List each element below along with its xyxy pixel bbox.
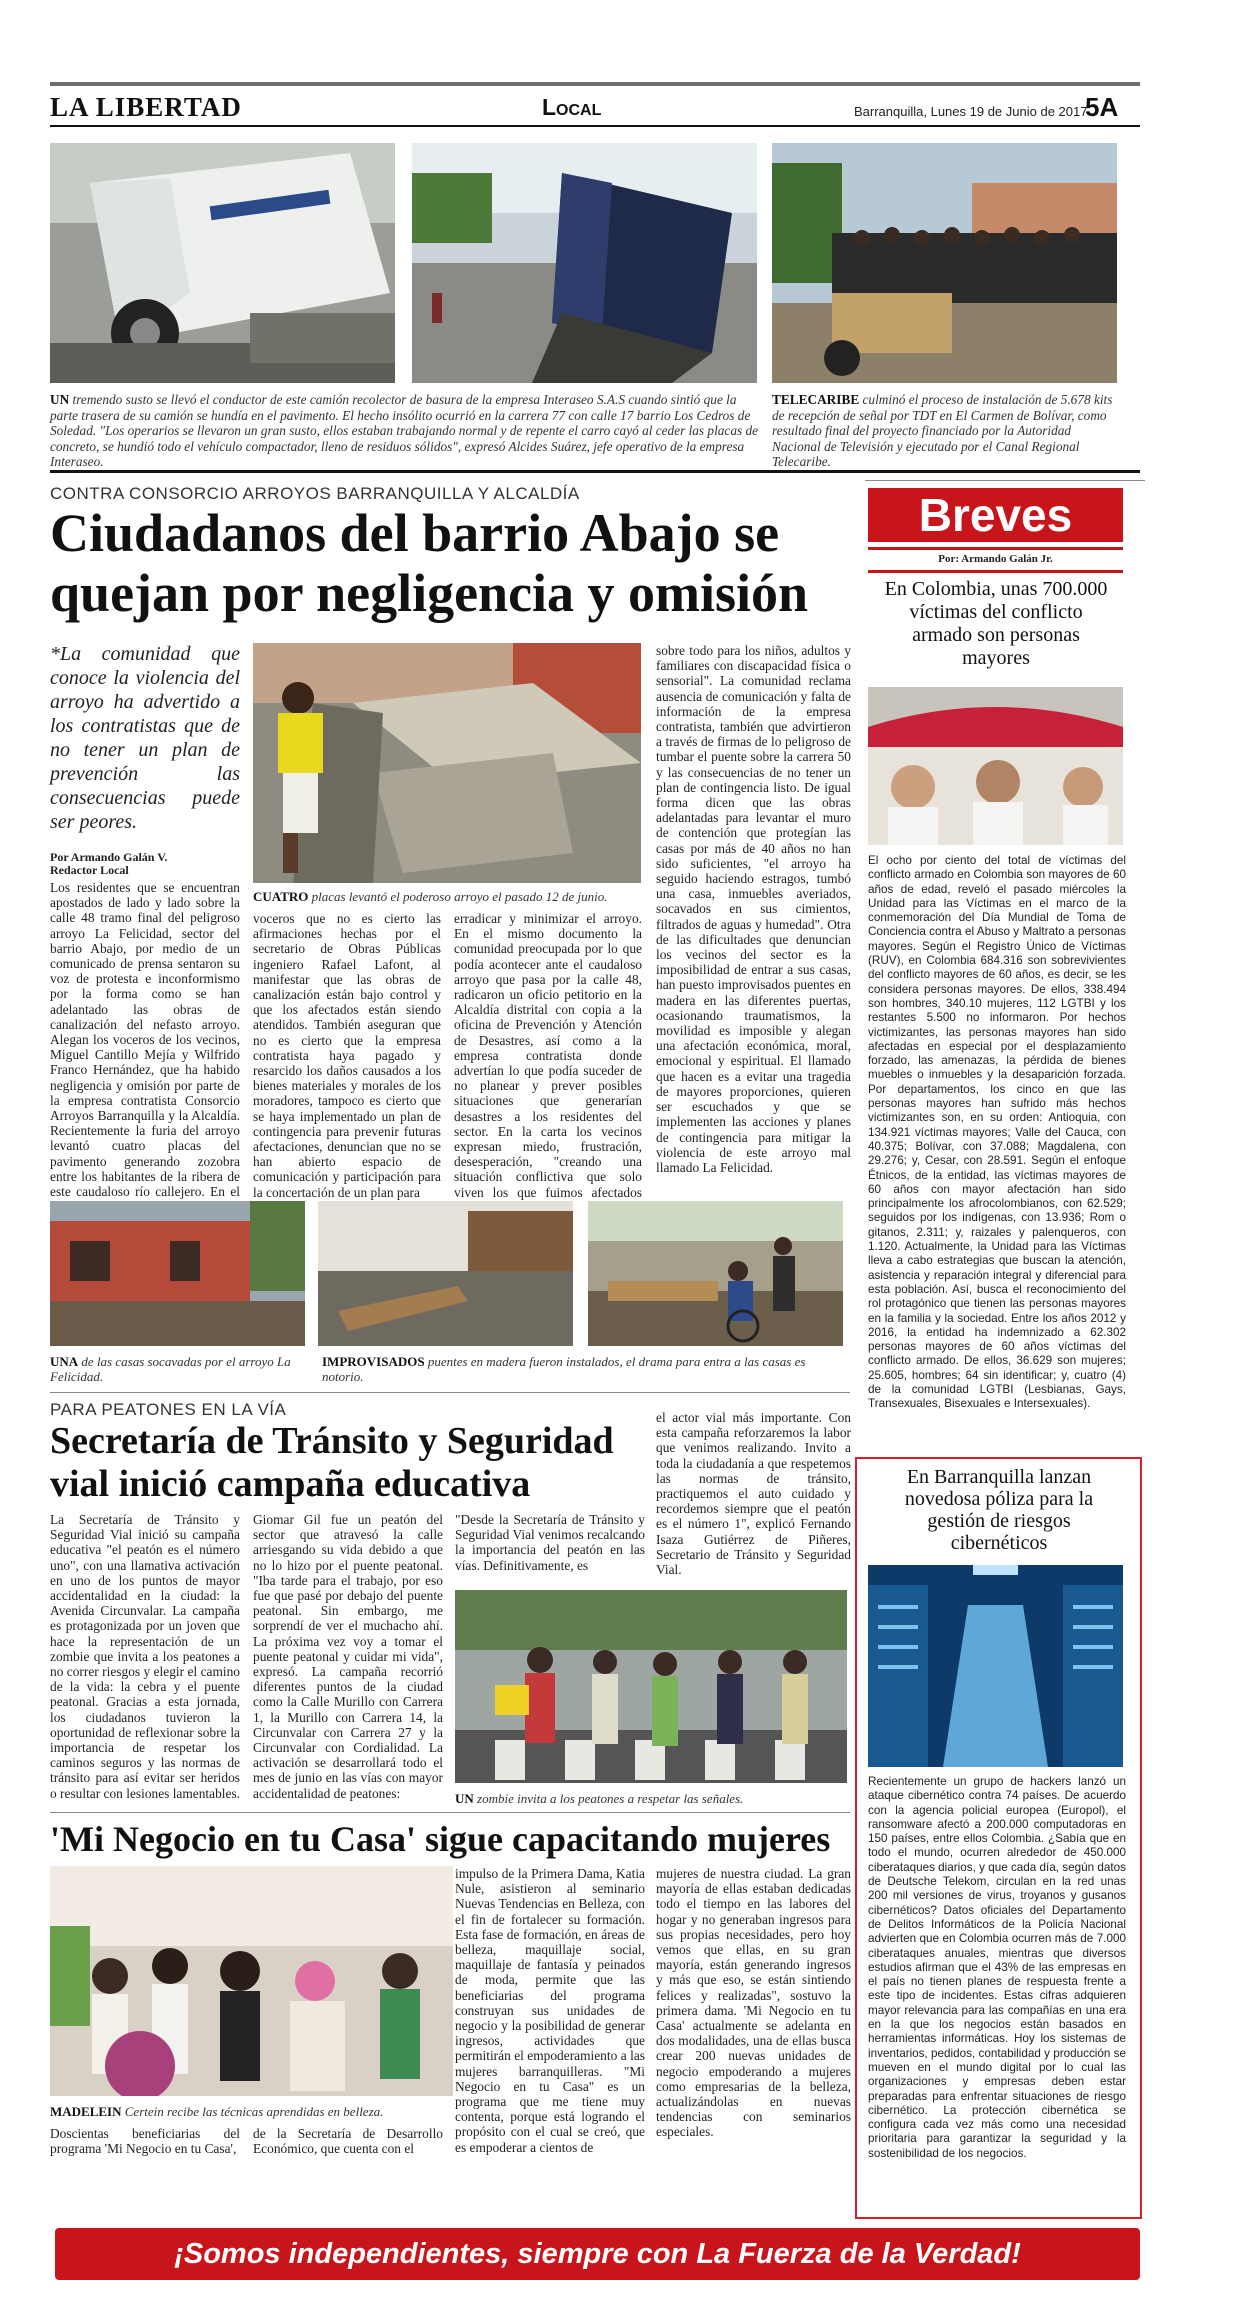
article2-photo-caption — [455, 1791, 847, 1806]
paper-name: LA LIBERTAD — [50, 92, 242, 122]
article2-headline: Secretaría de Tránsito y Seguridad vial inició campaña educativa — [50, 1420, 614, 1505]
article1-byline-role: Redactor Local — [50, 863, 129, 877]
top-caption-2 — [772, 392, 1117, 470]
article1-headline: Ciudadanos del barrio Abajo se quejan por negligencia y omisión — [50, 503, 809, 623]
article1-bottom-caption-2-lead: IMPROVISADOS — [322, 1354, 425, 1369]
top-caption-2-lead: TELECARIBE — [772, 392, 860, 407]
article3-photo-caption-lead: MADELEIN — [50, 2104, 122, 2119]
breves-title: Breves — [918, 489, 1073, 541]
article1-photo-caption-text: placas levantó el poderoso arroyo el pasado 12 de junio. — [308, 889, 608, 904]
article1-pullquote: *La comunidad que conoce la violencia del arroyo ha advertido a los contratistas que de no tener un plan de prevención las consecuencias puede ser peores. — [50, 643, 240, 833]
article3-col1: Doscientas beneficiarias del programa 'Mi Negocio en tu Casa', — [50, 2126, 240, 2157]
top-photos-bottom-rule — [50, 470, 1140, 473]
photo-zombie-campaign — [455, 1590, 847, 1783]
article1-byline: Por Armando Galán V. — [50, 850, 168, 864]
article1-photo-caption — [253, 889, 641, 904]
article1-col1: Los residentes que se encuentran apostados de lado y lado sobre la calle 48 tramo final del peligroso arroyo La Felicidad, sector del barrio Abajo, por medio de un comunicado de prensa sentaron su voz de protesta e inconformismo por la forma como se han adelantado las obras de canalización del nefasto arroyo. Alegan los voceros de los vecinos, Miguel Cantillo Mejía y Wilfrido Franco Hernández, que ha habido negligencia y omisión por parte de la empresa contratista Consorcio Arroyos Barranquilla y la Alcaldía. Recientemente la furia del arroyo levantó cuatro placas del pavimento generando zozobra entre los habitantes de la ribera de este caudaloso río callejero. En el — [50, 880, 240, 1200]
top-rule-thick — [50, 82, 1140, 86]
article2-kicker: PARA PEATONES EN LA VÍA — [50, 1400, 287, 1419]
masthead-rule — [50, 125, 1140, 127]
article1-col3: erradicar y minimizar el arroyo. En el mismo documento la comunidad preocupada por lo que podía acontecer ante el caudaloso arroyo que pasa por la calle 48, radicaron un oficio petitorio en la Alcaldía distrital con copia a la oficina de Prevención y Atención de Desastres, así como a la empresa contratista donde advertían lo que podía suceder de no planear y prever posibles situaciones que generarían desastres a los residentes del sector. En la carta los vecinos expresan miedo, frustración, desesperación, "creando una situación conflictiva que solo viven los que fuimos afectados — [454, 911, 642, 1200]
footer-banner — [55, 2228, 1140, 2280]
section-name: Local — [542, 94, 602, 120]
breves-item1-headline: En Colombia, unas 700.000 víctimas del conflicto armado son personas mayores — [884, 578, 1108, 669]
top-caption-2-text: culminó el proceso de instalación de 5.678 kits de recepción de señal por TDT en El Carmen de Bolívar, como resultado final del proyecto financiado por la Autoridad Nacional de Televisión y ejecutado por el Canal Regional Telecaribe. — [772, 392, 1113, 470]
article1-kicker: CONTRA CONSORCIO ARROYOS BARRANQUILLA Y ALCALDÍA — [50, 484, 580, 503]
wheelchair-image — [588, 1201, 843, 1346]
article1-bottom-caption-1-text: de las casas socavadas por el arroyo La Felicidad. — [50, 1354, 291, 1384]
elderly-protest-image — [868, 687, 1123, 845]
breves-byline: Por: Armando Galán Jr. — [938, 553, 1053, 565]
article2-bottom-rule — [50, 1812, 850, 1813]
photo-sunken-truck — [412, 143, 757, 383]
footer-banner-text: ¡Somos independientes, siempre con La Fuerza de la Verdad! — [174, 2238, 1021, 2270]
article1-bottom-caption-1 — [50, 1354, 310, 1384]
top-caption-1 — [50, 392, 760, 470]
article3-headline: 'Mi Negocio en tu Casa' sigue capacitando mujeres — [50, 1819, 831, 1859]
photo-mi-negocio — [50, 1866, 453, 2096]
photo-victimas-mayores — [868, 687, 1123, 845]
article2-photo-caption-lead: UN — [455, 1791, 474, 1806]
breves-top-rule — [865, 480, 1145, 481]
breves-title-rule — [868, 547, 1123, 550]
article1-col4: sobre todo para los niños, adultos y familiares con discapacidad física o sensorial". La comunidad reclama ausencia de comunicación y falta de información de la empresa contratista, también que advirtieron a través de firmas de lo peligroso de tumbar el puente sobre la carrera 50 y las consecuencias de no tener un plan de contingencia listo. De igual forma dicen que las obras adelantadas para levantar el muro de contención que protegían las casas por más de 40 años no han sido suficientes, "el arroyo ha seguido haciendo estragos, tumbó una casa, inmuebles averiados, socavados en sus cimientos, filtrados de aguas y humedad". Otra de las dificultades que denuncian los vecinos del sector es la imposibilidad de entrar a sus casas, han puesto improvisados puentes en madera en las diferentes puertas, ocasionando traumatismos, la movilidad es imposible y alegan una afectación económica, moral, emocional y espiritual. El llamado que hacen es a evitar una tragedia de mayores proporciones, quieren ser escuchados y que se implementen las acciones y planes de contingencia para mitigar la violencia de este arroyo mal llamado La Felicidad. — [656, 643, 851, 1175]
group-image — [772, 143, 1117, 383]
house-image — [50, 1201, 305, 1346]
top-caption-1-text: tremendo susto se llevó el conductor de este camión recolector de basura de la empresa Interaseo S.A.S cuando sintió que la parte trasera de su camión se hundía en el pavimento. El hecho insólito ocurrió en la carrera 77 con calle 17 barrio Los Cedros de Soledad. "Los operarios se llevaron un gran susto, ellos estaban trabajando normal y de repente el carro cayó al ceder las placas de concreto, se hundió todo el vehículo compactador, lleno de residuos sólidos", expresó Alcides Suárez, jefe operativo de la empresa Interaseo. — [50, 392, 759, 470]
breves-title-box — [868, 488, 1123, 542]
photo-wheelchair — [588, 1201, 843, 1346]
sunken-truck-image — [412, 143, 757, 383]
article1-bottom-caption-1-lead: UNA — [50, 1354, 79, 1369]
article1-bottom-caption-2-text: puentes en madera fueron instalados, el drama para entra a las casas es notorio. — [322, 1354, 806, 1384]
zombie-crosswalk-image — [455, 1590, 847, 1783]
article1-bottom-caption-2 — [322, 1354, 842, 1384]
photo-cuatro-placas — [253, 643, 641, 883]
article2-col2: Giomar Gil fue un peatón del sector que atravesó la calle arriesgando su vida debido a que no lo hizo por el puente peatonal. "Iba tarde para el trabajo, por eso fue que pasé por debajo del puente peatonal. Sin embargo, me sorprendí de ver el muchacho ahí. La próxima vez voy a tomar el puente peatonal y cuidar mi vida", expresó. La campaña recorrió diferentes puntos de la ciudad como la Calle Murillo con Carrera 1, la Murillo con Carrera 14, la Circunvalar con Carrera 27 y la Circunvalar con Cordialidad. La activación se desarrollará todo el mes de junio en las vías con mayor accidentalidad de peatones: — [253, 1512, 443, 1801]
article1-photo-caption-lead: CUATRO — [253, 889, 309, 904]
photo-puente-madera — [318, 1201, 573, 1346]
photo-socavada — [50, 1201, 305, 1346]
article1-col2: voceros que no es cierto las afirmaciones hechas por el secretario de Obras Públicas ingeniero Rafael Lafont, al manifestar que las obras de canalización están bajo control y que los afectados están siendo atendidos. También aseguran que no es cierto que la empresa contratista haya pagado y resarcido los daños causados a los bienes materiales y morales de los moradores, tampoco es cierto que se haya implementado un plan de contingencia para prevenir futuras afectaciones, denuncian que no se han abierto espacio de comunicación y participación para la concertación de un plan para — [253, 911, 441, 1200]
breves-byline-rule — [868, 570, 1123, 573]
beauty-training-image — [50, 1866, 453, 2096]
article3-photo-caption — [50, 2104, 450, 2119]
top-caption-1-lead: UN — [50, 392, 70, 407]
article1-bottom-rule — [50, 1392, 850, 1393]
photo-garbage-truck — [50, 143, 395, 383]
article3-photo-caption-text: Certein recibe las técnicas aprendidas en belleza. — [121, 2104, 384, 2119]
server-room-image — [868, 1565, 1123, 1767]
article3-col3: impulso de la Primera Dama, Katia Nule, asistieron al seminario Nuevas Tendencias en Belleza, con el fin de fortalecer su formación. Esta fase de formación, en áreas de belleza, maquillaje social, maquillaje de fantasía y peinados de moda, permite que las beneficiarias del programa construyan sus unidades de negocio y la posibilidad de generar ingresos, actividades que permitirán el empoderamiento a las mujeres barranquilleras. "Mi Negocio en tu Casa" es un programa que me tiene muy contenta, porque está logrando el propósito con el cual se creó, que es empoderar a cientos de — [455, 1866, 645, 2155]
wooden-bridge-image — [318, 1201, 573, 1346]
article2-photo-caption-text: zombie invita a los peatones a respetar las señales. — [473, 1791, 744, 1806]
broken-slabs-image — [253, 643, 641, 883]
truck-image — [50, 143, 395, 383]
breves-item1-body: El ocho por ciento del total de víctimas del conflicto armado en Colombia son mayores de 60 años de edad, reveló el pasado miércoles la Unidad para las Víctimas en el marco de la conmemoración del Día Mundial de Toma de Conciencia contra el Abuso y Maltrato a personas mayores. Según el Registro Único de Víctimas (RUV), en Colombia 684.316 son sobrevivientes del conflicto mayores de 60 años, es decir, se les considera personas mayores. De ellos, 338.494 son hombres, 340.10 mujeres, 112 LGTBI y los restantes 5.500 no informaron. Por hechos victimizantes, las personas mayores han sido afectadas en especial por el desplazamiento forzado, las amenazas, la pérdida de bienes muebles o inmuebles y la desaparición forzada. Por departamentos, los cinco en que las personas mayores han sufrido más hechos victimizantes son, en su orden: Antioquia, con 134.921 víctimas mayores; Valle del Cauca, con 40.375; Bolívar, con 37.088; Magdalena, con 29.276; y, Cesar, con 28.591. Según el enfoque Étnicos, de la entidad, las víctimas mayores de 60 años con mayor afectación han sido principalmente los afrocolombianos, con 62.529; seguidos por los indígenas, con 13.936; Rom o gitanos, 2.311; y, raizales y palenqueros, con 1.120. Actualmente, la Unidad para las Víctimas lleva a cabo estrategias que buscan la atención, asistencia y reparación integral y diferencial para esta población. Así, busca el reconocimiento del rol protagónico que tienen las personas mayores en la familia y la sociedad. Entre los años 2012 y 2016, la entidad ha indemnizado a 62.302 personas mayores de 60 años víctimas del conflicto armado. De ellos, 36.629 son mujeres; 25.605, hombres; 64 sin identificar; y, cuatro (4) de la comunidad LGTBI (Lesbianas, Gays, Transexuales, Bisexuales e Intersexuales). — [868, 854, 1126, 1411]
article2-col4: el actor vial más importante. Con esta campaña reforzaremos la labor que venimos realizando. Invito a toda la ciudadanía a que respetemos las normas de tránsito, practiquemos el auto cuidado y recordemos siempre que el peatón es el número 1", explicó Fernando Isaza Gutiérrez de Piñeres, Secretario de Tránsito y Seguridad Vial. — [656, 1410, 851, 1578]
photo-telecaribe-group — [772, 143, 1117, 383]
breves-item2-body: Recientemente un grupo de hackers lanzó un ataque cibernético contra 74 países. De acuerdo con la agencia policial europea (Europol), el ransomware afectó a 200.000 computadoras en 150 países, entre ellos Colombia. ¿Sabía que en todo el mundo, ocurren alrededor de 450.000 ciberataques diarios, y que cada día, según datos de Deutsche Telekom, circulan en la red unas 200 mil versiones de virus, troyanos y gusanos cibernéticos? Datos oficiales del Departamento de Delitos Informáticos de la Policía Nacional advierten que en Colombia ocurren más de 7.000 ciberataques anuales, mientras que diversos estudios afirman que el 43% de las empresas en el país no tienen planes de respuesta frente a este tipo de incidentes. Estas cifras adquieren mayor relevancia para las compañías en una era en la que los negocios están basados en herramientas informáticas. Hoy los sistemas de inventarios, pedidos, contabilidad y producción se mueven en el mundo digital por lo cual las organizaciones y empresas deben estar preparadas para enfrentar situaciones de riesgo cibernético. La protección cibernética se configura cada vez más como una necesidad prioritaria para garantizar la seguridad y la sostenibilidad de los negocios. — [868, 1775, 1126, 2160]
breves-item2-headline: En Barranquilla lanzan novedosa póliza para la gestión de riesgos cibernéticos — [904, 1466, 1094, 1554]
article3-col4: mujeres de nuestra ciudad. La gran mayoría de ellas estaban dedicadas todo el tiempo en las labores del hogar y no generaban ingresos para sus propias necesidades, pero hoy vemos que ellas, en su gran mayoría, están generando ingresos y más que eso, se están sintiendo felices y realizadas", sostuvo la primera dama. 'Mi Negocio en tu Casa' actualmente se adelanta en dos modalidades, una de ellas busca crear 200 nuevas unidades de negocio empoderando a mujeres como empresarias de la belleza, actualizándolas en nuevas tendencias con seminarios especiales. — [656, 1866, 851, 2140]
dateline: Barranquilla, Lunes 19 de Junio de 2017 — [854, 104, 1088, 119]
article2-col1: La Secretaría de Tránsito y Seguridad Vial inició su campaña educativa "el peatón es el número uno", con una llamativa activación en uno de los puntos de mayor accidentalidad en la ciudad: la Avenida Circunvalar. La campaña es protagonizada por un joven que hace la representación de un zombie que invita a los peatones a no correr riesgos y elegir el camino de la vida: la cebra y el puente peatonal. Gracias a esta jornada, los ciudadanos tuvieron la oportunidad de reflexionar sobre la importancia de respetar los caminos seguros y las normas de tránsito para así evitar ser heridos o resultar con lesiones lamentables. — [50, 1512, 241, 1801]
page-number: 5A — [1085, 92, 1119, 122]
article2-col3: "Desde la Secretaría de Tránsito y Seguridad Vial venimos recalcando la importancia del peatón en las vías. Definitivamente, es — [455, 1512, 645, 1573]
article3-col2: de la Secretaría de Desarrollo Económico, que cuenta con el — [253, 2126, 443, 2157]
photo-server-room — [868, 1565, 1123, 1767]
